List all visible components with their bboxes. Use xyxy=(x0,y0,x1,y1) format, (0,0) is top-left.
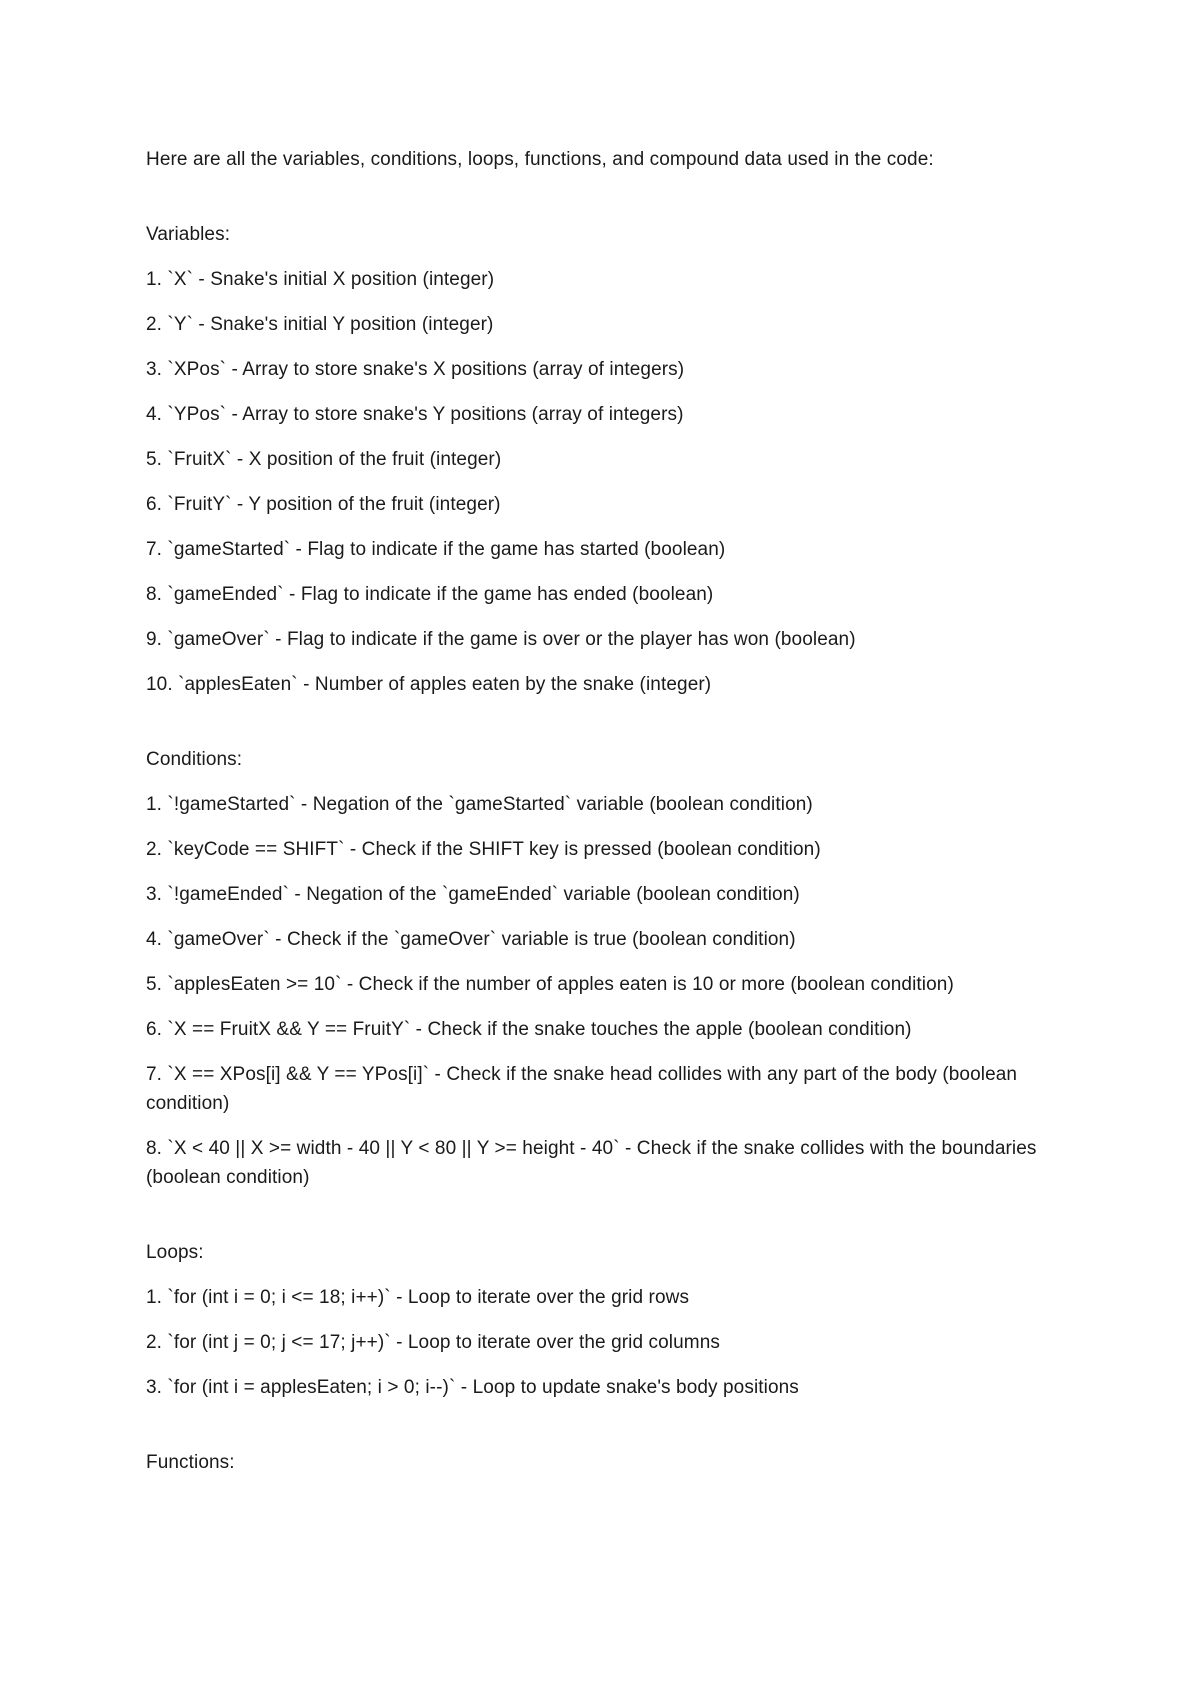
list-item: 7. `X == XPos[i] && Y == YPos[i]` - Check if the snake head collides with any part of the body (boolean condition) xyxy=(146,1064,1018,1114)
list-item: 6. `FruitY` - Y position of the fruit (integer) xyxy=(146,494,501,515)
list-item: 6. `X == FruitX && Y == FruitY` - Check if the snake touches the apple (boolean condition) xyxy=(146,1019,912,1040)
list-item: 8. `X < 40 || X >= width - 40 || Y < 80 || Y >= height - 40` - Check if the snake collides with the boundaries (boolean condition) xyxy=(146,1138,1037,1188)
list-item: 8. `gameEnded` - Flag to indicate if the game has ended (boolean) xyxy=(146,584,714,605)
section-title-loops: Loops: xyxy=(146,1242,204,1263)
intro-paragraph: Here are all the variables, conditions, loops, functions, and compound data used in the code: xyxy=(146,149,934,170)
list-item: 2. `keyCode == SHIFT` - Check if the SHIFT key is pressed (boolean condition) xyxy=(146,839,821,860)
list-item: 3. `for (int i = applesEaten; i > 0; i--)` - Loop to update snake's body positions xyxy=(146,1377,799,1398)
document-body xyxy=(146,145,1066,1493)
list-item: 2. `for (int j = 0; j <= 17; j++)` - Loop to iterate over the grid columns xyxy=(146,1332,720,1353)
section-title-variables: Variables: xyxy=(146,224,231,245)
conditions-list xyxy=(146,790,1066,1192)
list-item: 1. `X` - Snake's initial X position (integer) xyxy=(146,269,495,290)
list-item: 4. `YPos` - Array to store snake's Y positions (array of integers) xyxy=(146,404,684,425)
list-item: 9. `gameOver` - Flag to indicate if the game is over or the player has won (boolean) xyxy=(146,629,856,650)
list-item: 7. `gameStarted` - Flag to indicate if the game has started (boolean) xyxy=(146,539,726,560)
variables-list xyxy=(146,265,1066,699)
section-title-conditions: Conditions: xyxy=(146,749,243,770)
list-item: 1. `!gameStarted` - Negation of the `gameStarted` variable (boolean condition) xyxy=(146,794,813,815)
list-item: 3. `!gameEnded` - Negation of the `gameEnded` variable (boolean condition) xyxy=(146,884,800,905)
list-item: 2. `Y` - Snake's initial Y position (integer) xyxy=(146,314,494,335)
list-item: 10. `applesEaten` - Number of apples eaten by the snake (integer) xyxy=(146,674,712,695)
list-item: 3. `XPos` - Array to store snake's X positions (array of integers) xyxy=(146,359,685,380)
section-title-functions: Functions: xyxy=(146,1452,235,1473)
list-item: 5. `FruitX` - X position of the fruit (integer) xyxy=(146,449,502,470)
list-item: 4. `gameOver` - Check if the `gameOver` variable is true (boolean condition) xyxy=(146,929,796,950)
list-item: 1. `for (int i = 0; i <= 18; i++)` - Loop to iterate over the grid rows xyxy=(146,1287,690,1308)
list-item: 5. `applesEaten >= 10` - Check if the number of apples eaten is 10 or more (boolean condition) xyxy=(146,974,954,995)
loops-list xyxy=(146,1283,1066,1402)
